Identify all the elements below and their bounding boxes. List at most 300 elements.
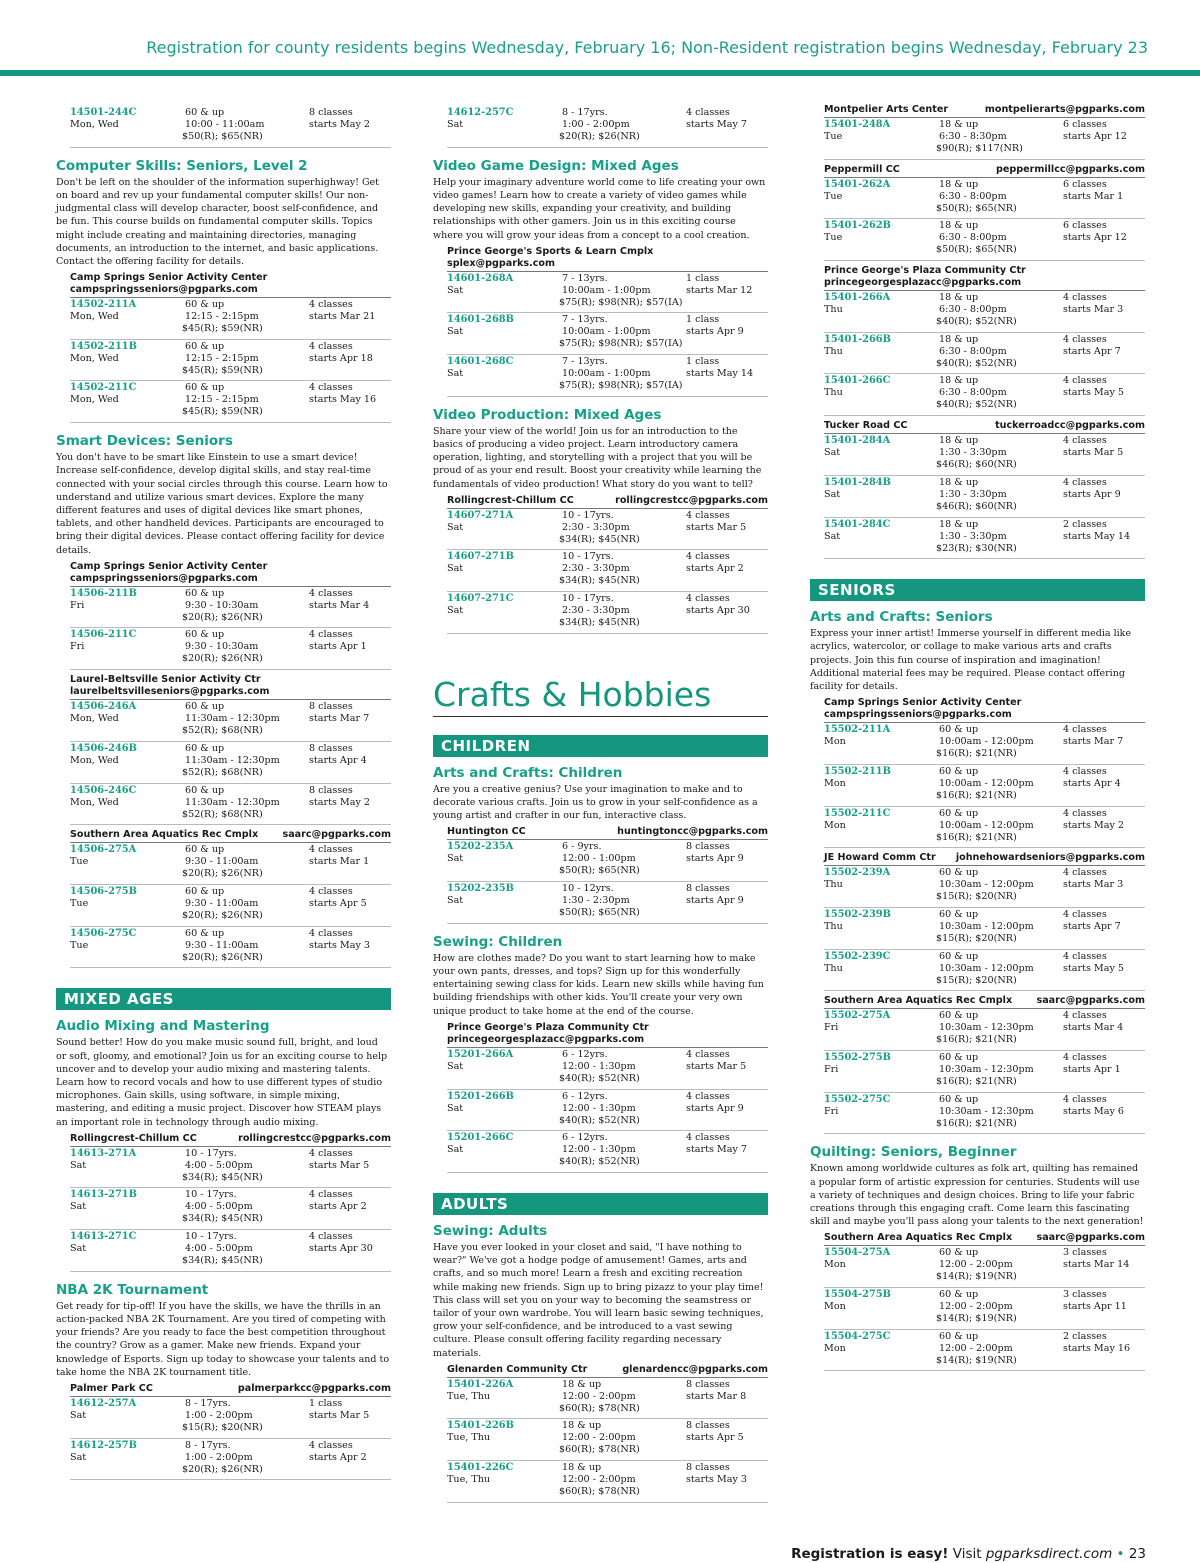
course-description: Express your inner artist! Immerse yourself in different media like acrylics, watercolor, or collage to make various arts and crafts projects. Join this fun course of inspiration and imagination! Additional material fees may be required. Please contact offering facility for details. (810, 628, 1132, 692)
age-range: 60 & up (939, 1093, 979, 1105)
facility-name: Tucker Road CC (824, 420, 908, 432)
age-range: 60 & up (185, 742, 225, 754)
course-code[interactable]: 14613-271A (70, 1147, 137, 1159)
course-fee: $14(R); $19(NR) (936, 1313, 1017, 1325)
class-count: 4 classes (1063, 950, 1107, 962)
facility-name: Southern Area Aquatics Rec Cmplx (824, 1232, 1013, 1244)
course-fee: $46(R); $60(NR) (936, 500, 1017, 512)
class-count: 4 classes (686, 551, 730, 563)
meeting-days: Tue (824, 190, 843, 202)
course-offering (70, 1188, 391, 1230)
facility-row (824, 995, 1145, 1007)
start-date: starts Apr 1 (1063, 1064, 1121, 1076)
meeting-days: Thu (824, 387, 843, 399)
meeting-time: 6:30 - 8:00pm (939, 304, 1007, 316)
course-offering (447, 592, 768, 634)
course-code[interactable]: 15401-226C (447, 1462, 514, 1474)
meeting-days: Sat (447, 368, 464, 380)
course-description: Get ready for tip-off! If you have the skills, we have the thrills in an action-packed NBA 2K Tournament. Are you tired of competing with your friends? Are you ready to face the best competition throughout the country? Grow as a gamer. Make new friends. Expand your knowledge of Esports. Sign up today to showcase your talents and to take home the NBA 2K tournament title. (56, 1300, 390, 1378)
course-code[interactable]: 15401-226A (447, 1378, 514, 1390)
meeting-days: Sat (447, 521, 464, 533)
meeting-days: Mon, Wed (70, 119, 119, 130)
course-offering (447, 272, 768, 314)
course-fee: $20(R); $26(NR) (182, 611, 263, 623)
meeting-days: Mon, Wed (70, 713, 119, 725)
facility-row (70, 1383, 391, 1395)
meeting-days: Sat (447, 284, 464, 296)
course-code[interactable]: 15401-226B (447, 1420, 514, 1432)
meeting-time: 12:00 - 2:00pm (562, 1432, 636, 1444)
class-count: 8 classes (686, 1462, 730, 1474)
meeting-time: 12:00 - 2:00pm (562, 1474, 636, 1486)
meeting-time: 12:00 - 1:00pm (562, 853, 636, 865)
course-code[interactable]: 15401-248A (824, 119, 891, 130)
course-fee: $16(R); $21(NR) (936, 1076, 1017, 1088)
age-range: 60 & up (939, 765, 979, 777)
start-date: starts Mar 7 (309, 713, 370, 725)
facility-email[interactable]: huntingtoncc@pgparks.com (617, 826, 768, 838)
course-code[interactable]: 14613-271C (70, 1231, 137, 1243)
start-date: starts Apr 11 (1063, 1301, 1127, 1313)
meeting-time: 12:00 - 2:00pm (939, 1342, 1013, 1354)
meeting-days: Fri (824, 1022, 839, 1034)
meeting-days: Sat (447, 1060, 464, 1072)
course-fee: $50(R); $65(NR) (559, 907, 640, 919)
class-count: 4 classes (1063, 1010, 1107, 1022)
facility-header (70, 829, 391, 843)
facility-email[interactable]: princegeorgesplazacc@pgparks.com (824, 277, 1022, 289)
meeting-days: Sat (447, 326, 464, 338)
course-code[interactable]: 14506-246B (70, 742, 137, 754)
course-code[interactable]: 14612-257A (70, 1398, 137, 1409)
course-offering (447, 313, 768, 355)
meeting-days: Tue (70, 939, 89, 951)
course-offering (824, 118, 1145, 160)
facility-email[interactable]: splex@pgparks.com (447, 257, 555, 269)
class-count: 8 classes (686, 883, 730, 895)
meeting-days: Sat (70, 1410, 87, 1421)
course-code[interactable]: 15202-235B (447, 883, 514, 895)
facility-email[interactable]: campspringsseniors@pgparks.com (824, 709, 1012, 721)
class-count: 4 classes (1063, 807, 1107, 819)
class-count: 4 classes (309, 629, 353, 641)
course-offering (447, 509, 768, 551)
facility-header (70, 1383, 391, 1397)
meeting-time: 12:00 - 2:00pm (939, 1259, 1013, 1271)
course-offering (824, 908, 1145, 950)
footer-url[interactable]: pgparksdirect.com (985, 1546, 1113, 1562)
start-date: starts Apr 5 (686, 1432, 744, 1444)
course-offering (447, 840, 768, 882)
class-count: 3 classes (1063, 1247, 1107, 1259)
facility-header (447, 1022, 768, 1048)
class-count: 6 classes (1063, 119, 1107, 130)
start-date: starts May 14 (686, 368, 754, 380)
facility-email[interactable]: rollingcrestcc@pgparks.com (238, 1132, 391, 1144)
course-code[interactable]: 15502-239A (824, 867, 891, 879)
meeting-time: 1:30 - 3:30pm (939, 530, 1007, 542)
course-code[interactable]: 15502-211C (824, 807, 891, 819)
course-fee: $40(R); $52(NR) (559, 1156, 640, 1168)
facility-header (824, 420, 1145, 434)
class-count: 4 classes (1063, 765, 1107, 777)
meeting-days: Sat (447, 853, 464, 865)
registration-header: Registration for county residents begins Wednesday, February 16; Non-Resident registration begins Wednesday, February 23 (146, 38, 1148, 57)
course-title: Quilting: Seniors, Beginner (810, 1144, 1017, 1161)
course-code[interactable]: 15504-275B (824, 1289, 891, 1301)
course-fee: $20(R); $26(NR) (182, 909, 263, 921)
course-code[interactable]: 14612-257B (70, 1439, 137, 1451)
meeting-time: 12:00 - 2:00pm (562, 1390, 636, 1402)
class-count: 1 class (686, 272, 720, 284)
course-code[interactable]: 14502-211C (70, 382, 137, 394)
age-range: 60 & up (185, 340, 225, 352)
meeting-days: Mon, Wed (70, 311, 119, 323)
age-range: 18 & up (939, 518, 979, 530)
age-range: 60 & up (939, 1289, 979, 1301)
start-date: starts May 16 (1063, 1342, 1131, 1354)
meeting-days: Sat (447, 563, 464, 575)
start-date: starts Apr 9 (1063, 488, 1121, 500)
meeting-time: 10:00am - 12:00pm (939, 736, 1034, 748)
age-range: 7 - 13yrs. (562, 272, 608, 284)
class-count: 4 classes (1063, 375, 1107, 387)
section-bar: SENIORS (810, 579, 1145, 601)
class-count: 8 classes (309, 701, 353, 713)
class-count: 6 classes (1063, 178, 1107, 190)
class-count: 8 classes (309, 784, 353, 796)
course-code[interactable]: 15401-266A (824, 292, 891, 304)
class-count: 4 classes (686, 1090, 730, 1102)
course-title: Audio Mixing and Mastering (56, 1018, 270, 1035)
meeting-days: Mon, Wed (70, 754, 119, 766)
class-count: 4 classes (309, 340, 353, 352)
class-count: 4 classes (309, 299, 353, 311)
footer-visit: Visit (952, 1546, 982, 1562)
class-count: 4 classes (309, 885, 353, 897)
course-code[interactable]: 15502-239C (824, 950, 891, 962)
facility-name: Prince George's Plaza Community Ctr (824, 265, 1026, 277)
facility-header (447, 826, 768, 840)
course-code[interactable]: 15502-275C (824, 1093, 891, 1105)
age-range: 6 - 12yrs. (562, 1090, 608, 1102)
course-offering (70, 1439, 391, 1481)
start-date: starts May 5 (1063, 962, 1125, 974)
meeting-time: 10:00 - 11:00am (185, 119, 265, 130)
age-range: 10 - 17yrs. (185, 1147, 237, 1159)
facility-header (824, 1232, 1145, 1246)
facility-email[interactable]: princegeorgesplazacc@pgparks.com (447, 1033, 645, 1045)
course-code[interactable]: 14501-244C (70, 107, 137, 118)
start-date: starts May 7 (686, 119, 748, 130)
start-date: starts Mar 7 (1063, 736, 1124, 748)
course-fee: $45(R); $59(NR) (182, 406, 263, 418)
section-bar: ADULTS (433, 1193, 768, 1215)
start-date: starts Mar 1 (309, 856, 370, 868)
course-code[interactable]: 15502-275A (824, 1010, 891, 1022)
facility-row (447, 1364, 768, 1376)
age-range: 60 & up (185, 107, 225, 118)
class-count: 2 classes (1063, 1330, 1107, 1342)
class-count: 4 classes (1063, 724, 1107, 736)
class-count: 8 classes (686, 1420, 730, 1432)
course-offering (70, 1397, 391, 1439)
age-range: 18 & up (562, 1462, 602, 1474)
age-range: 10 - 17yrs. (185, 1189, 237, 1201)
course-fee: $20(R); $26(NR) (182, 653, 263, 665)
meeting-time: 12:00 - 2:00pm (939, 1301, 1013, 1313)
meeting-days: Mon (824, 819, 846, 831)
course-fee: $40(R); $52(NR) (559, 1114, 640, 1126)
facility-email[interactable]: saarc@pgparks.com (282, 829, 391, 841)
facility-email[interactable]: saarc@pgparks.com (1036, 1232, 1145, 1244)
course-offering (824, 178, 1145, 220)
course-code[interactable]: 14613-271B (70, 1189, 137, 1201)
meeting-days: Mon (824, 1259, 846, 1271)
age-range: 18 & up (562, 1420, 602, 1432)
course-code[interactable]: 14506-275B (70, 885, 137, 897)
facility-row (824, 1232, 1145, 1244)
facility-email[interactable]: glenardencc@pgparks.com (622, 1363, 768, 1375)
section-bar: CHILDREN (433, 735, 768, 757)
category-title: Crafts & Hobbies (433, 674, 768, 717)
course-code[interactable]: 15502-211A (824, 724, 891, 736)
age-range: 60 & up (185, 701, 225, 713)
meeting-days: Tue, Thu (447, 1474, 491, 1486)
course-code[interactable]: 15401-284B (824, 476, 891, 488)
facility-row (70, 829, 391, 841)
course-code[interactable]: 14506-275C (70, 927, 137, 939)
start-date: starts Mar 12 (686, 284, 753, 296)
facility-email[interactable]: montpelierarts@pgparks.com (984, 104, 1145, 115)
course-code[interactable]: 14601-268C (447, 356, 514, 368)
course-code[interactable]: 15202-235A (447, 841, 514, 853)
course-offering (824, 476, 1145, 518)
course-offering (447, 355, 768, 397)
course-fee: $16(R); $21(NR) (936, 831, 1017, 843)
class-count: 4 classes (1063, 292, 1107, 304)
start-date: starts Apr 7 (1063, 345, 1121, 357)
age-range: 6 - 9yrs. (562, 841, 602, 853)
start-date: starts Apr 5 (309, 897, 367, 909)
facility-header (70, 561, 391, 587)
course-code[interactable]: 14506-246C (70, 784, 137, 796)
course-code[interactable]: 14607-271A (447, 509, 514, 521)
class-count: 1 class (686, 314, 720, 326)
course-code[interactable]: 14601-268A (447, 272, 514, 284)
facility-header (824, 697, 1145, 723)
age-range: 10 - 17yrs. (185, 1231, 237, 1243)
course-code[interactable]: 15502-239B (824, 908, 891, 920)
course-code[interactable]: 14601-268B (447, 314, 514, 326)
course-fee: $40(R); $52(NR) (936, 399, 1017, 411)
course-code[interactable]: 14502-211B (70, 340, 137, 352)
meeting-days: Tue, Thu (447, 1432, 491, 1444)
meeting-time: 11:30am - 12:30pm (185, 796, 280, 808)
facility-header (824, 852, 1145, 866)
course-code[interactable]: 15401-262A (824, 178, 891, 190)
course-code[interactable]: 15401-284C (824, 518, 891, 530)
course-fee: $90(R); $117(NR) (936, 143, 1023, 154)
start-date: starts May 7 (686, 1144, 748, 1156)
age-range: 60 & up (939, 867, 979, 879)
column-3 (810, 100, 1145, 1371)
meeting-days: Sat (70, 1451, 87, 1463)
course-fee: $34(R); $45(NR) (182, 1213, 263, 1225)
course-code[interactable]: 15401-284A (824, 435, 891, 447)
start-date: starts Mar 5 (686, 521, 747, 533)
section-bar: MIXED AGES (56, 988, 391, 1010)
age-range: 60 & up (185, 629, 225, 641)
course-code[interactable]: 15201-266B (447, 1090, 514, 1102)
start-date: starts Apr 18 (309, 352, 373, 364)
meeting-time: 1:30 - 3:30pm (939, 488, 1007, 500)
facility-email[interactable]: campspringsseniors@pgparks.com (70, 572, 258, 584)
course-title: Sewing: Adults (433, 1222, 548, 1239)
class-count: 4 classes (309, 382, 353, 394)
course-description: Share your view of the world! Join us for an introduction to the basics of producing a video project. Learn introductory camera operation, lighting, and storytelling with a project that you will be proud of as your end result. Boost your creativity while learning the fundamentals of video production! What story do you want to tell? (433, 425, 762, 490)
course-code[interactable]: 15502-211B (824, 765, 891, 777)
course-offering (447, 1048, 768, 1090)
course-fee: $60(R); $78(NR) (559, 1444, 640, 1456)
age-range: 10 - 17yrs. (562, 593, 614, 605)
class-count: 4 classes (686, 593, 730, 605)
course-offering (447, 106, 768, 148)
facility-email[interactable]: campspringsseniors@pgparks.com (70, 284, 258, 296)
course-fee: $34(R); $45(NR) (182, 1255, 263, 1267)
meeting-time: 12:15 - 2:15pm (185, 394, 259, 406)
course-offering (447, 550, 768, 592)
start-date: starts Apr 9 (686, 895, 744, 907)
course-code[interactable]: 14506-275A (70, 844, 137, 856)
class-count: 6 classes (1063, 220, 1107, 232)
course-code[interactable]: 14506-246A (70, 701, 137, 713)
course-offering (70, 843, 391, 885)
course-code[interactable]: 14502-211A (70, 299, 137, 311)
meeting-days: Sat (447, 895, 464, 907)
class-count: 4 classes (686, 509, 730, 521)
course-offering (824, 866, 1145, 908)
start-date: starts Apr 2 (309, 1201, 367, 1213)
course-code[interactable]: 15401-266B (824, 333, 891, 345)
course-fee: $15(R); $20(NR) (936, 932, 1017, 944)
facility-email[interactable]: rollingcrestcc@pgparks.com (615, 494, 768, 506)
start-date: starts Apr 4 (309, 754, 367, 766)
course-offering (70, 628, 391, 670)
class-count: 2 classes (1063, 518, 1107, 530)
meeting-time: 4:00 - 5:00pm (185, 1243, 253, 1255)
facility-email[interactable]: laurelbeltsvilleseniors@pgparks.com (70, 686, 270, 698)
meeting-days: Tue (70, 897, 89, 909)
facility-email[interactable]: palmerparkcc@pgparks.com (237, 1383, 391, 1394)
course-code[interactable]: 14607-271B (447, 551, 514, 563)
meeting-time: 6:30 - 8:00pm (939, 190, 1007, 202)
course-offering (447, 1090, 768, 1132)
start-date: starts Apr 30 (309, 1243, 373, 1255)
course-fee: $15(R); $20(NR) (936, 891, 1017, 903)
meeting-days: Mon, Wed (70, 352, 119, 364)
course-offering (824, 950, 1145, 992)
course-fee: $45(R); $59(NR) (182, 323, 263, 335)
meeting-time: 2:30 - 3:30pm (562, 521, 630, 533)
facility-header (824, 164, 1145, 178)
course-code[interactable]: 15502-275B (824, 1052, 891, 1064)
course-code[interactable]: 14612-257C (447, 107, 514, 118)
class-count: 4 classes (686, 1132, 730, 1144)
course-offering (824, 1093, 1145, 1135)
start-date: starts Mar 5 (1063, 447, 1124, 459)
course-offering (70, 381, 391, 423)
class-count: 4 classes (309, 587, 353, 599)
meeting-days: Sat (447, 119, 464, 130)
class-count: 4 classes (686, 107, 730, 118)
header-rule (0, 70, 1200, 76)
course-code[interactable]: 15401-262B (824, 220, 891, 232)
start-date: starts Apr 7 (1063, 920, 1121, 932)
class-count: 4 classes (1063, 1093, 1107, 1105)
start-date: starts Mar 5 (686, 1060, 747, 1072)
age-range: 60 & up (939, 908, 979, 920)
course-code[interactable]: 14607-271C (447, 593, 514, 605)
course-offering (70, 927, 391, 969)
facility-header (447, 495, 768, 509)
start-date: starts Apr 9 (686, 1102, 744, 1114)
facility-email[interactable]: tuckerroadcc@pgparks.com (995, 420, 1145, 432)
age-range: 10 - 12yrs. (562, 883, 614, 895)
course-offering (447, 1378, 768, 1420)
course-code[interactable]: 15201-266C (447, 1132, 514, 1144)
course-fee: $34(R); $45(NR) (559, 575, 640, 587)
course-code[interactable]: 15401-266C (824, 375, 891, 387)
age-range: 18 & up (562, 1378, 602, 1390)
course-offering (70, 106, 391, 148)
course-offering (70, 700, 391, 742)
course-code[interactable]: 15504-275A (824, 1247, 891, 1259)
course-code[interactable]: 14506-211B (70, 587, 137, 599)
meeting-time: 4:00 - 5:00pm (185, 1159, 253, 1171)
facility-name: Huntington CC (447, 826, 526, 838)
footer-dot: • (1116, 1546, 1125, 1562)
meeting-time: 4:00 - 5:00pm (185, 1201, 253, 1213)
meeting-days: Thu (824, 304, 843, 316)
course-code[interactable]: 14506-211C (70, 629, 137, 641)
facility-row (824, 104, 1145, 116)
course-fee: $45(R); $59(NR) (182, 364, 263, 376)
start-date: starts Apr 12 (1063, 232, 1127, 244)
facility-name: Southern Area Aquatics Rec Cmplx (824, 995, 1013, 1007)
age-range: 60 & up (939, 950, 979, 962)
meeting-days: Sat (70, 1243, 87, 1255)
course-code[interactable]: 15504-275C (824, 1330, 891, 1342)
course-offering (70, 784, 391, 826)
course-code[interactable]: 15201-266A (447, 1048, 514, 1060)
facility-email[interactable]: johnehowardseniors@pgparks.com (955, 852, 1145, 864)
facility-email[interactable]: peppermillcc@pgparks.com (996, 163, 1145, 175)
age-range: 18 & up (939, 178, 979, 190)
facility-email[interactable]: saarc@pgparks.com (1036, 995, 1145, 1007)
course-title: Arts and Crafts: Seniors (810, 609, 993, 626)
age-range: 60 & up (185, 784, 225, 796)
course-offering (824, 1246, 1145, 1288)
facility-name: Peppermill CC (824, 163, 900, 175)
course-title: Computer Skills: Seniors, Level 2 (56, 157, 308, 174)
start-date: starts Apr 9 (686, 326, 744, 338)
meeting-time: 10:00am - 1:00pm (562, 326, 651, 338)
meeting-days: Mon, Wed (70, 394, 119, 406)
course-fee: $52(R); $68(NR) (182, 725, 263, 737)
meeting-time: 1:00 - 2:00pm (562, 119, 630, 130)
start-date: starts Apr 2 (309, 1451, 367, 1463)
